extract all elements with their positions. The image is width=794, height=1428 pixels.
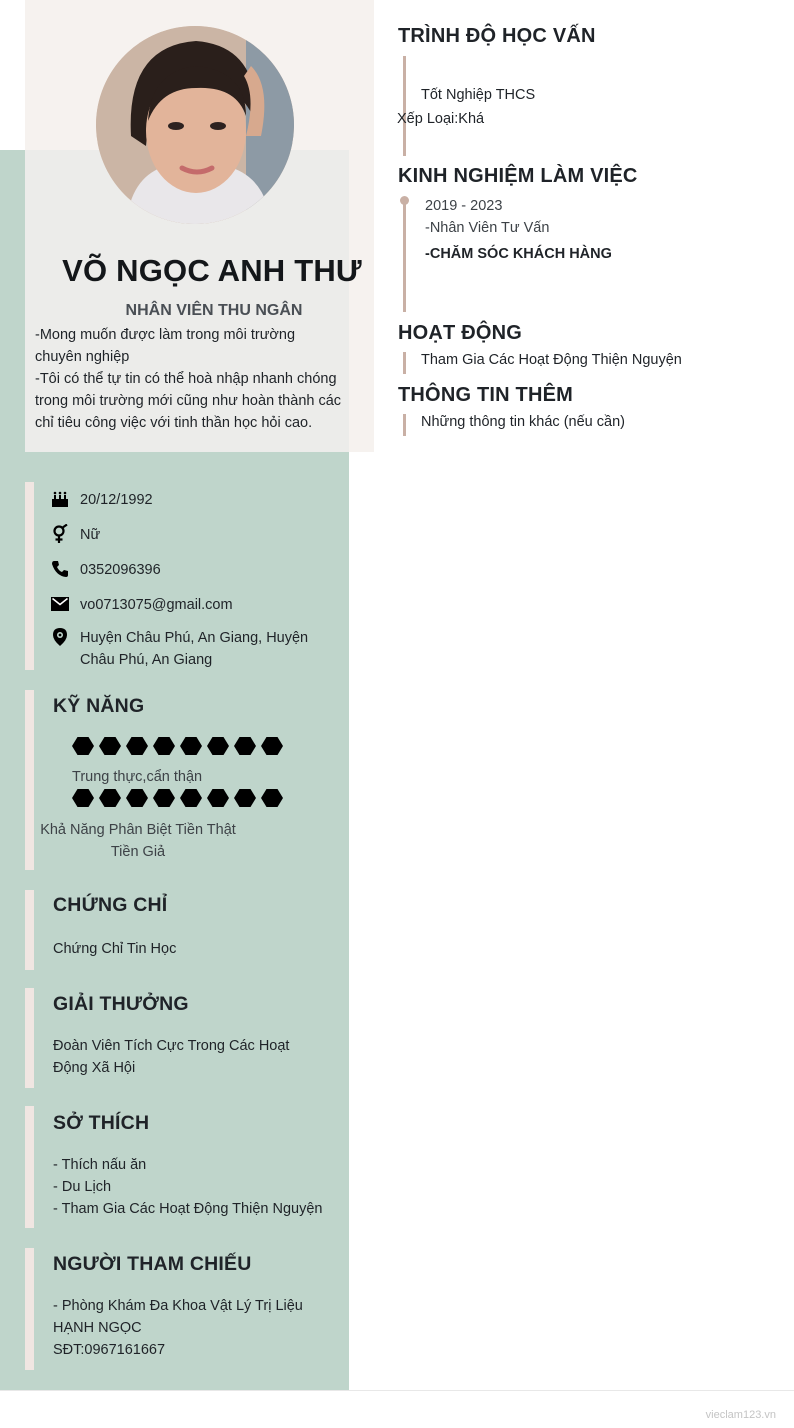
references-section-bar: [25, 1248, 34, 1370]
rating-hexagon: [72, 737, 94, 755]
reference-line: SĐT:0967161667: [53, 1342, 166, 1358]
gender-row: [50, 524, 100, 546]
email-icon: [50, 594, 70, 614]
skills-title: KỸ NĂNG: [53, 695, 145, 717]
rating-hexagon: [72, 789, 94, 807]
address-line: Châu Phú, An Giang: [80, 652, 213, 668]
rating-hexagon: [261, 789, 283, 807]
avatar: [96, 26, 294, 224]
watermark: vieclam123.vn: [705, 1409, 776, 1421]
duty-prefix: -: [425, 246, 430, 262]
birthday-cake-icon: [50, 489, 70, 509]
page-bottom-border: [0, 1390, 794, 1391]
gender-icon: [50, 524, 70, 544]
address-row: [50, 627, 308, 671]
hobby-item: - Du Lịch: [53, 1179, 112, 1195]
award-line: Động Xã Hội: [53, 1060, 136, 1076]
gender-value: Nữ: [80, 527, 101, 543]
skill-rating: [72, 737, 283, 755]
reference-line: - Phòng Khám Đa Khoa Vật Lý Trị Liệu: [53, 1298, 303, 1314]
rating-hexagon: [234, 737, 256, 755]
rating-hexagon: [153, 737, 175, 755]
award-line: Đoàn Viên Tích Cực Trong Các Hoạt: [53, 1038, 290, 1054]
education-title: TRÌNH ĐỘ HỌC VẤN: [398, 25, 596, 47]
rating-hexagon: [126, 737, 148, 755]
rating-hexagon: [261, 737, 283, 755]
experience-period: 2019 - 2023: [425, 198, 503, 214]
address-value: [80, 627, 308, 671]
skills-section-bar: [25, 690, 34, 870]
objective-line: -Mong muốn được làm trong môi trường: [35, 327, 296, 343]
award-item: [53, 1035, 289, 1079]
experience-timeline-line: [403, 200, 406, 312]
certificate-item: Chứng Chỉ Tin Học: [53, 941, 177, 957]
birthday-value: 20/12/1992: [80, 492, 153, 508]
skill-name-line: Tiền Giả: [110, 844, 166, 860]
certificates-title: CHỨNG CHỈ: [53, 894, 168, 916]
hobby-item: - Tham Gia Các Hoạt Động Thiện Nguyện: [53, 1201, 323, 1217]
skill-rating: [72, 789, 283, 807]
rating-hexagon: [99, 737, 121, 755]
additional-info-title: THÔNG TIN THÊM: [398, 384, 574, 406]
awards-title: GIẢI THƯỞNG: [53, 993, 189, 1015]
hobbies-list: [53, 1154, 322, 1220]
career-objective: [35, 324, 357, 434]
skill-name: Trung thực,cẩn thận: [72, 769, 203, 785]
additional-info-text: Những thông tin khác (nếu cần): [421, 414, 625, 430]
activities-line: [403, 352, 406, 374]
phone-value[interactable]: 0352096396: [80, 562, 161, 578]
rating-hexagon: [180, 737, 202, 755]
additional-info-line: [403, 414, 406, 436]
email-row: [50, 594, 233, 616]
hobby-item: - Thích nấu ăn: [53, 1157, 147, 1173]
email-value[interactable]: vo0713075@gmail.com: [80, 597, 233, 613]
timeline-dot: [400, 196, 409, 205]
address-line: Huyện Châu Phú, An Giang, Huyện: [80, 630, 309, 646]
references-list: [53, 1295, 303, 1361]
job-title: NHÂN VIÊN THU NGÂN: [125, 302, 303, 319]
reference-line: HẠNH NGỌC: [53, 1320, 142, 1336]
awards-section-bar: [25, 988, 34, 1088]
skill-name: [38, 819, 238, 863]
rating-hexagon: [207, 789, 229, 807]
contact-section-bar: [25, 482, 34, 670]
rating-hexagon: [153, 789, 175, 807]
hobbies-title: SỞ THÍCH: [53, 1112, 150, 1134]
experience-duty: [425, 243, 612, 265]
references-title: NGƯỜI THAM CHIẾU: [53, 1253, 252, 1275]
birthday-row: [50, 489, 153, 511]
hobbies-section-bar: [25, 1106, 34, 1228]
objective-line: trong môi trường mới cũng như hoàn thành các: [35, 393, 342, 409]
experience-title: KINH NGHIỆM LÀM VIỆC: [398, 165, 638, 187]
rating-hexagon: [180, 789, 202, 807]
phone-row: [50, 559, 161, 581]
duty-text: CHĂM SÓC KHÁCH HÀNG: [429, 246, 612, 262]
phone-icon: [50, 559, 70, 579]
activities-title: HOẠT ĐỘNG: [398, 322, 523, 344]
objective-line: chuyên nghiệp: [35, 349, 130, 365]
rating-hexagon: [207, 737, 229, 755]
candidate-name: VÕ NGỌC ANH THƯ: [62, 253, 362, 288]
objective-line: chỉ tiêu công việc với tinh thần học hỏi cao.: [35, 415, 313, 431]
activities-text: Tham Gia Các Hoạt Động Thiện Nguyện: [421, 352, 682, 368]
experience-position: -Nhân Viên Tư Vấn: [425, 220, 550, 236]
objective-line: -Tôi có thể tự tin có thể hoà nhập nhanh chóng: [35, 371, 337, 387]
education-school: Tốt Nghiệp THCS: [421, 87, 536, 103]
certificates-section-bar: [25, 890, 34, 970]
rating-hexagon: [234, 789, 256, 807]
location-icon: [50, 627, 70, 647]
skill-name-line: Khả Năng Phân Biệt Tiền Thật: [40, 822, 236, 838]
rating-hexagon: [126, 789, 148, 807]
education-timeline-line: [403, 56, 406, 156]
rating-hexagon: [99, 789, 121, 807]
education-grade: Xếp Loại:Khá: [397, 111, 485, 127]
